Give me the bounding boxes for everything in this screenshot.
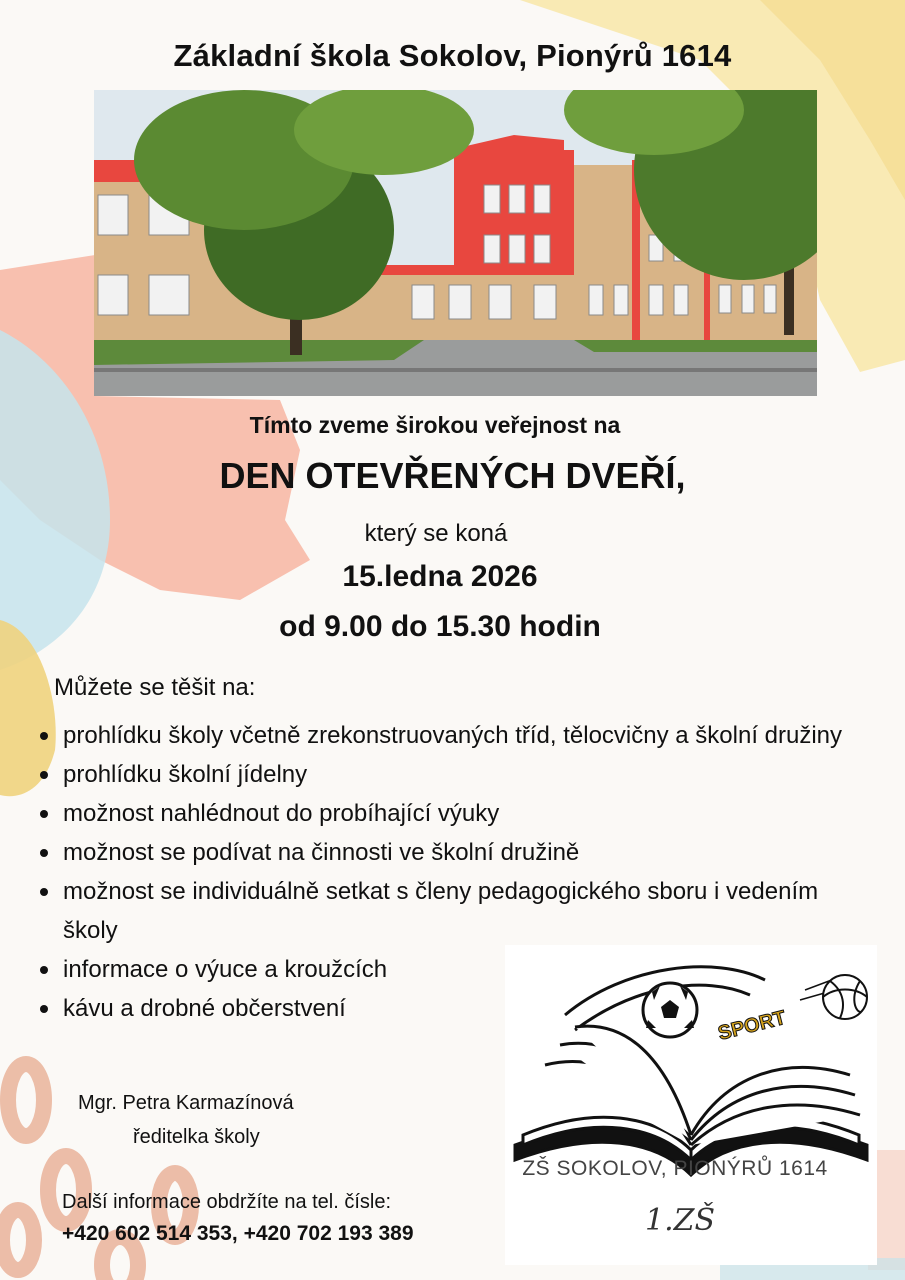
- logo-caption: ZŠ SOKOLOV, PIONÝRŮ 1614: [522, 1157, 828, 1180]
- contact-phones: +420 602 514 353, +420 702 193 389: [62, 1222, 414, 1245]
- signer-name: Mgr. Petra Karmazínová: [78, 1092, 294, 1114]
- event-held-text: který se koná: [364, 520, 508, 547]
- list-item-text: prohlídku školy včetně zrekonstruovaných tříd, tělocvičny a školní družiny: [63, 722, 843, 749]
- volleyball-icon: [823, 975, 867, 1019]
- list-item: [32, 872, 877, 950]
- bullet-icon: [40, 810, 48, 818]
- event-date: 15.ledna 2026: [342, 560, 538, 593]
- list-item-text: kávu a drobné občerstvení: [63, 995, 346, 1022]
- bullet-icon: [40, 1005, 48, 1013]
- bullet-icon: [40, 849, 48, 857]
- bullet-icon: [40, 771, 48, 779]
- school-logo: [505, 945, 877, 1265]
- signer-role: ředitelka školy: [133, 1126, 260, 1148]
- bullet-icon: [40, 888, 48, 896]
- invitation-lead: Tímto zveme širokou veřejnost na: [249, 412, 621, 438]
- list-item-text: prohlídku školní jídelny: [63, 761, 308, 788]
- list-item: [32, 833, 877, 872]
- contact-text: Další informace obdržíte na tel. čísle:: [62, 1191, 392, 1213]
- list-item: [32, 755, 877, 794]
- event-time: od 9.00 do 15.30 hodin: [279, 610, 601, 643]
- event-name: DEN OTEVŘENÝCH DVEŘÍ,: [219, 455, 686, 496]
- logo-mark: 1.ZŠ: [645, 1203, 716, 1238]
- list-item-text: informace o výuce a kroužcích: [63, 956, 388, 983]
- list-item: [32, 794, 877, 833]
- soccer-ball-icon: [643, 983, 697, 1037]
- school-building-photo: [94, 90, 817, 396]
- sport-label: SPORT: [715, 1006, 789, 1045]
- bullet-icon: [40, 966, 48, 974]
- program-intro: Můžete se těšit na:: [54, 674, 256, 701]
- school-title: Základní škola Sokolov, Pionýrů 1614: [173, 38, 732, 73]
- bullet-icon: [40, 732, 48, 740]
- list-item-text: možnost se individuálně setkat s členy pedagogického sboru i vedením školy: [63, 878, 819, 944]
- list-item-text: možnost se podívat na činnosti ve školní družině: [63, 839, 580, 866]
- list-item-text: možnost nahlédnout do probíhající výuky: [63, 800, 500, 827]
- list-item: [32, 716, 877, 755]
